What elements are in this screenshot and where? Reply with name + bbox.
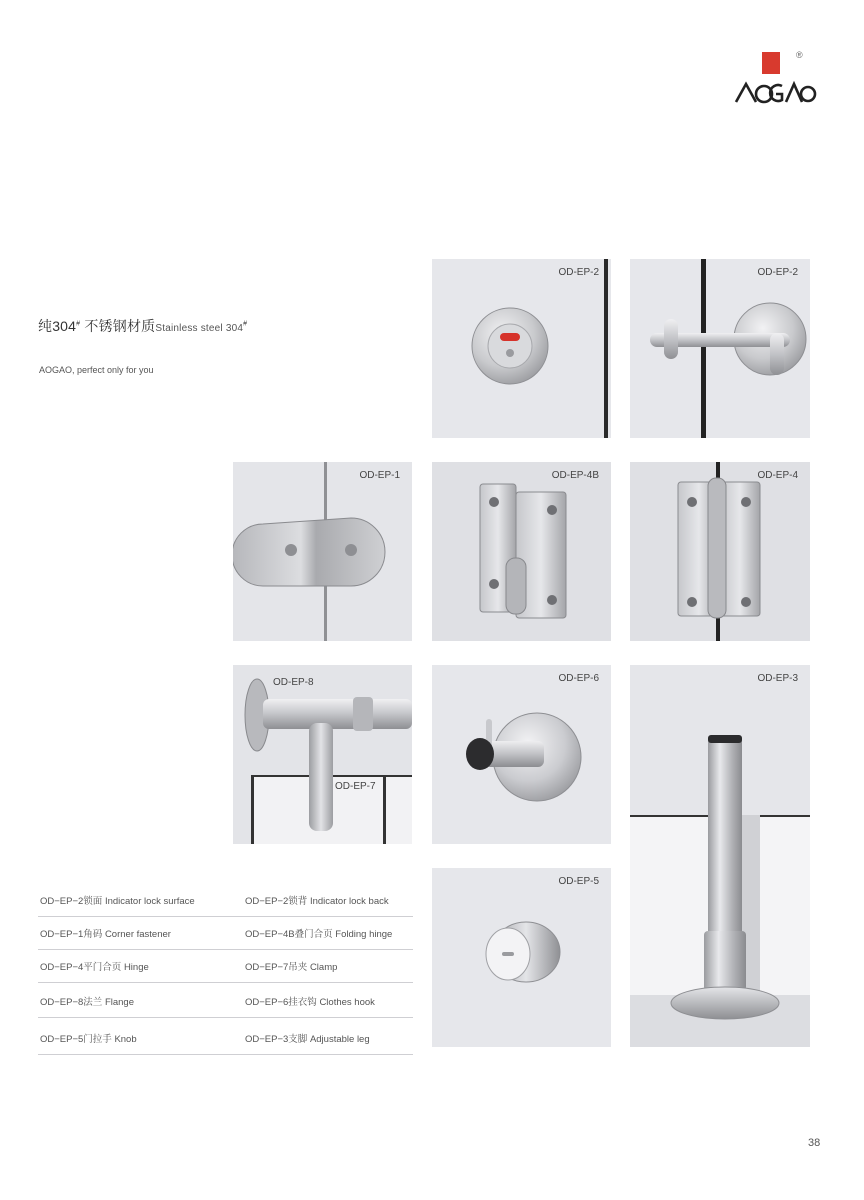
product-photo-folding-hinge xyxy=(432,462,611,641)
spec-item-left: OD−EP−1角码 Corner fastener xyxy=(40,929,171,940)
page-number: 38 xyxy=(808,1137,821,1149)
spec-row xyxy=(38,1026,413,1055)
spec-item-left: OD−EP−5门拉手 Knob xyxy=(40,1034,137,1045)
product-photo-flange-clamp xyxy=(233,665,412,844)
caption-od-ep-2-surface: OD-EP-2 xyxy=(558,267,599,278)
product-photo-knob xyxy=(432,868,611,1047)
spec-item-right: OD−EP−6挂衣钩 Clothes hook xyxy=(245,997,375,1008)
spec-row xyxy=(38,989,413,1018)
spec-item-right: OD−EP−7吊夹 Clamp xyxy=(245,962,338,973)
heading-cn: 纯304 xyxy=(38,318,77,334)
heading-en-sup: # xyxy=(243,320,248,328)
heading-sup: # xyxy=(76,320,81,328)
spec-row xyxy=(38,954,413,983)
aogao-logo xyxy=(732,52,818,106)
aogao-logo-mark xyxy=(732,52,818,106)
indicator-lock-back-image xyxy=(630,259,810,438)
caption-od-ep-2-back: OD-EP-2 xyxy=(757,267,798,278)
product-photo-hinge xyxy=(630,462,810,641)
product-photo-adjustable-leg xyxy=(630,665,810,1047)
spec-row xyxy=(38,921,413,950)
spec-item-left: OD−EP−2锁面 Indicator lock surface xyxy=(40,896,195,907)
caption-od-ep-7: OD-EP-7 xyxy=(335,781,376,792)
material-heading xyxy=(38,316,247,336)
adjustable-leg-image xyxy=(630,665,810,1047)
caption-od-ep-8: OD-EP-8 xyxy=(273,677,314,688)
spec-row xyxy=(38,888,413,917)
caption-od-ep-5: OD-EP-5 xyxy=(558,876,599,887)
clothes-hook-image xyxy=(432,665,611,844)
hinge-image xyxy=(630,462,810,641)
registered-mark: ® xyxy=(796,50,803,60)
product-photo-indicator-lock-surface xyxy=(432,259,611,438)
heading-en: Stainless steel 304 xyxy=(155,323,244,334)
spec-item-right: OD−EP−2锁背 Indicator lock back xyxy=(245,896,389,907)
caption-od-ep-4b: OD-EP-4B xyxy=(551,470,599,481)
folding-hinge-image xyxy=(432,462,611,641)
heading-cn2: 不锈钢材质 xyxy=(84,318,156,334)
caption-od-ep-3: OD-EP-3 xyxy=(757,673,798,684)
spec-item-right: OD−EP−4B叠门合页 Folding hinge xyxy=(245,929,393,940)
corner-fastener-image xyxy=(233,462,412,641)
indicator-lock-surface-image xyxy=(432,259,611,438)
spec-item-left: OD−EP−8法兰 Flange xyxy=(40,997,134,1008)
product-photo-corner-fastener xyxy=(233,462,412,641)
flange-clamp-image xyxy=(233,665,412,844)
caption-od-ep-6: OD-EP-6 xyxy=(558,673,599,684)
spec-item-right: OD−EP−3支脚 Adjustable leg xyxy=(245,1034,370,1045)
tagline: AOGAO, perfect only for you xyxy=(39,365,154,375)
spec-item-left: OD−EP−4平门合页 Hinge xyxy=(40,962,149,973)
knob-image xyxy=(432,868,611,1047)
caption-od-ep-1: OD-EP-1 xyxy=(359,470,400,481)
product-photo-indicator-lock-back xyxy=(630,259,810,438)
spec-list xyxy=(38,888,413,1058)
caption-od-ep-4: OD-EP-4 xyxy=(757,470,798,481)
product-photo-clothes-hook xyxy=(432,665,611,844)
